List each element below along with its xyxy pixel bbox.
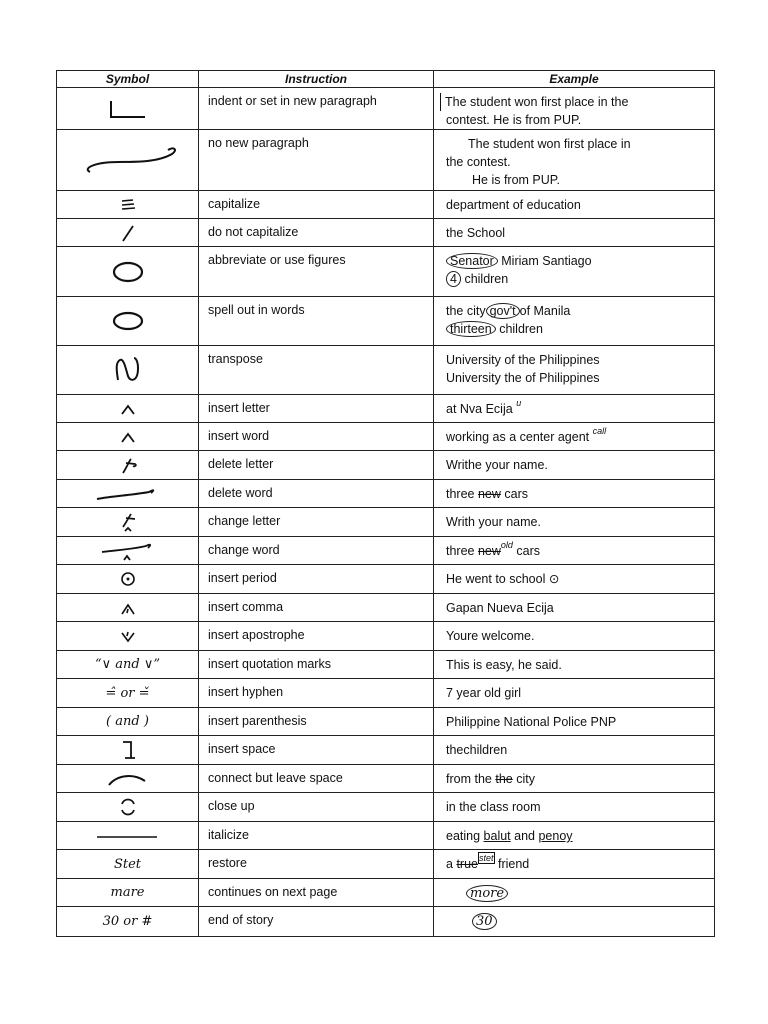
example-line: This is easy, he said. bbox=[446, 658, 562, 672]
more-symbol: mare bbox=[57, 879, 199, 907]
example-cell bbox=[434, 708, 715, 736]
table-row bbox=[57, 594, 715, 622]
or-word: or bbox=[123, 914, 138, 929]
instruction-cell: end of story bbox=[199, 907, 434, 937]
circled-word: gov't bbox=[486, 303, 520, 319]
circled-word: Senator bbox=[446, 253, 498, 269]
table-row bbox=[57, 451, 715, 480]
instruction-cell: capitalize bbox=[199, 191, 434, 219]
header-instruction: Instruction bbox=[199, 71, 434, 88]
table-row bbox=[57, 907, 715, 937]
example-cell bbox=[434, 130, 715, 191]
example-word: three bbox=[446, 544, 475, 558]
example-cell bbox=[434, 565, 715, 594]
table-row bbox=[57, 565, 715, 594]
example-line: He is from PUP. bbox=[472, 173, 560, 187]
circle-symbol bbox=[57, 297, 199, 346]
example-line: in the class room bbox=[446, 800, 541, 814]
example-word: three bbox=[446, 487, 475, 501]
caret-symbol bbox=[57, 423, 199, 451]
table-row bbox=[57, 736, 715, 765]
table-row bbox=[57, 850, 715, 879]
table-row bbox=[57, 708, 715, 736]
underlined-word: penoy bbox=[538, 829, 573, 843]
inserted-word: call bbox=[592, 426, 607, 436]
no-paragraph-symbol bbox=[57, 130, 199, 191]
example-cell bbox=[434, 793, 715, 822]
stet-symbol: Stet bbox=[57, 850, 199, 879]
example-line: The student won first place in bbox=[468, 137, 631, 151]
connect-symbol bbox=[57, 765, 199, 793]
table-row bbox=[57, 219, 715, 247]
period-symbol bbox=[57, 565, 199, 594]
example-cell bbox=[434, 247, 715, 297]
instruction-cell: restore bbox=[199, 850, 434, 879]
instruction-cell: insert hyphen bbox=[199, 679, 434, 708]
delete-word-symbol bbox=[57, 480, 199, 508]
capitalize-symbol bbox=[57, 191, 199, 219]
example-word: children bbox=[499, 322, 543, 336]
table-row bbox=[57, 297, 715, 346]
header-row bbox=[57, 71, 715, 88]
comma-symbol bbox=[57, 594, 199, 622]
stet-mark: stet bbox=[478, 853, 494, 863]
table-row bbox=[57, 622, 715, 651]
example-line: at Nva Ecija bbox=[446, 402, 513, 416]
table-row bbox=[57, 793, 715, 822]
instruction-cell: insert period bbox=[199, 565, 434, 594]
instruction-cell: spell out in words bbox=[199, 297, 434, 346]
instruction-cell: transpose bbox=[199, 346, 434, 395]
inserted-letter: u bbox=[516, 398, 522, 408]
change-letter-symbol bbox=[57, 508, 199, 537]
example-cell bbox=[434, 850, 715, 879]
example-word: the city bbox=[446, 304, 486, 318]
circled-figure: 4 bbox=[446, 271, 461, 287]
or-word: or bbox=[120, 685, 135, 701]
circle-symbol bbox=[57, 247, 199, 297]
table-row bbox=[57, 879, 715, 907]
instruction-cell: insert word bbox=[199, 423, 434, 451]
example-cell bbox=[434, 451, 715, 480]
instruction-cell: insert space bbox=[199, 736, 434, 765]
apostrophe-symbol bbox=[57, 622, 199, 651]
example-cell bbox=[434, 395, 715, 423]
example-word: Miriam Santiago bbox=[501, 254, 592, 268]
table-row bbox=[57, 508, 715, 537]
table-row bbox=[57, 765, 715, 793]
example-cell bbox=[434, 346, 715, 395]
and-word: and bbox=[115, 657, 140, 672]
table-row bbox=[57, 822, 715, 850]
table-row bbox=[57, 480, 715, 508]
example-line: the School bbox=[446, 226, 506, 240]
header-symbol: Symbol bbox=[57, 71, 199, 88]
example-word: cars bbox=[504, 487, 529, 501]
delete-symbol bbox=[57, 451, 199, 480]
example-line: University the of Philippines bbox=[446, 371, 600, 385]
hyphen-symbol: =̂ or =̌ bbox=[57, 679, 199, 708]
and-word: and bbox=[115, 714, 140, 729]
example-cell bbox=[434, 907, 715, 937]
caret-symbol bbox=[57, 395, 199, 423]
table-row bbox=[57, 537, 715, 565]
example-cell bbox=[434, 537, 715, 565]
instruction-cell: do not capitalize bbox=[199, 219, 434, 247]
proofreading-symbols-sheet bbox=[56, 70, 714, 937]
thirty-word: 30 bbox=[102, 914, 120, 929]
table-row bbox=[57, 423, 715, 451]
proofreading-table bbox=[56, 70, 715, 937]
italicize-symbol bbox=[57, 822, 199, 850]
instruction-cell: delete word bbox=[199, 480, 434, 508]
example-cell bbox=[434, 508, 715, 537]
example-line: thechildren bbox=[446, 743, 508, 757]
instruction-cell: connect but leave space bbox=[199, 765, 434, 793]
space-symbol bbox=[57, 736, 199, 765]
example-word: friend bbox=[497, 857, 530, 871]
instruction-cell: insert comma bbox=[199, 594, 434, 622]
example-cell bbox=[434, 191, 715, 219]
example-cell bbox=[434, 594, 715, 622]
struck-word: the bbox=[495, 772, 513, 786]
example-word: a bbox=[446, 857, 453, 871]
instruction-cell: abbreviate or use figures bbox=[199, 247, 434, 297]
example-line: He went to school bbox=[446, 572, 546, 586]
example-cell bbox=[434, 423, 715, 451]
instruction-cell: change word bbox=[199, 537, 434, 565]
example-cell bbox=[434, 219, 715, 247]
end-of-story-symbol bbox=[57, 907, 199, 937]
example-cell bbox=[434, 822, 715, 850]
example-word: eating bbox=[446, 829, 481, 843]
table-row bbox=[57, 395, 715, 423]
instruction-cell: insert letter bbox=[199, 395, 434, 423]
example-cell bbox=[434, 765, 715, 793]
instruction-cell: change letter bbox=[199, 508, 434, 537]
instruction-cell: close up bbox=[199, 793, 434, 822]
example-word: children bbox=[464, 272, 509, 286]
example-word: from the bbox=[446, 772, 492, 786]
instruction-cell: italicize bbox=[199, 822, 434, 850]
instruction-cell: insert quotation marks bbox=[199, 651, 434, 679]
underlined-word: balut bbox=[483, 829, 511, 843]
struck-word: true bbox=[456, 857, 478, 871]
example-line: department of education bbox=[446, 198, 581, 212]
example-line: 7 year old girl bbox=[446, 686, 522, 700]
close-up-symbol bbox=[57, 793, 199, 822]
example-cell bbox=[434, 736, 715, 765]
struck-word: new bbox=[477, 487, 501, 501]
example-line: Youre welcome. bbox=[446, 629, 535, 643]
example-cell bbox=[434, 879, 715, 907]
example-word: city bbox=[516, 772, 535, 786]
header-example: Example bbox=[434, 71, 715, 88]
example-cell bbox=[434, 297, 715, 346]
table-row bbox=[57, 651, 715, 679]
instruction-cell: delete letter bbox=[199, 451, 434, 480]
example-line: Writhe your name. bbox=[446, 458, 548, 472]
example-line: the contest. bbox=[446, 155, 511, 169]
transpose-symbol bbox=[57, 346, 199, 395]
circled-more: more bbox=[466, 885, 508, 902]
instruction-cell: insert apostrophe bbox=[199, 622, 434, 651]
example-cell bbox=[434, 622, 715, 651]
circled-word: thirteen bbox=[446, 321, 496, 337]
example-line: contest. He is from PUP. bbox=[446, 113, 582, 127]
example-line: The student won first place in the bbox=[440, 93, 714, 111]
table-row bbox=[57, 346, 715, 395]
circled-period: ⊙ bbox=[548, 572, 560, 586]
example-line: Gapan Nueva Ecija bbox=[446, 601, 554, 615]
change-word-symbol bbox=[57, 537, 199, 565]
instruction-cell: no new paragraph bbox=[199, 130, 434, 191]
example-word: and bbox=[514, 829, 535, 843]
parenthesis-symbol: ( and ) bbox=[57, 708, 199, 736]
hash-sign: # bbox=[141, 914, 153, 929]
table-row bbox=[57, 130, 715, 191]
example-cell bbox=[434, 480, 715, 508]
instruction-cell: insert parenthesis bbox=[199, 708, 434, 736]
instruction-cell: indent or set in new paragraph bbox=[199, 88, 434, 130]
replacement-word: old bbox=[500, 540, 513, 550]
table-row bbox=[57, 679, 715, 708]
example-cell bbox=[434, 88, 715, 130]
lowercase-slash-symbol bbox=[57, 219, 199, 247]
example-cell bbox=[434, 651, 715, 679]
indent-symbol bbox=[57, 88, 199, 130]
example-line: University of the Philippines bbox=[446, 353, 600, 367]
example-line: Philippine National Police PNP bbox=[446, 715, 617, 729]
struck-word: new bbox=[477, 544, 501, 558]
example-cell bbox=[434, 679, 715, 708]
example-word: of Manila bbox=[519, 304, 571, 318]
example-word: cars bbox=[516, 544, 541, 558]
quotation-symbol: “∨ and ∨” bbox=[57, 651, 199, 679]
example-line: Writh your name. bbox=[446, 515, 541, 529]
example-line: working as a center agent bbox=[446, 430, 590, 444]
table-row bbox=[57, 247, 715, 297]
circled-thirty: 30 bbox=[472, 913, 497, 930]
instruction-cell: continues on next page bbox=[199, 879, 434, 907]
table-row bbox=[57, 88, 715, 130]
table-row bbox=[57, 191, 715, 219]
